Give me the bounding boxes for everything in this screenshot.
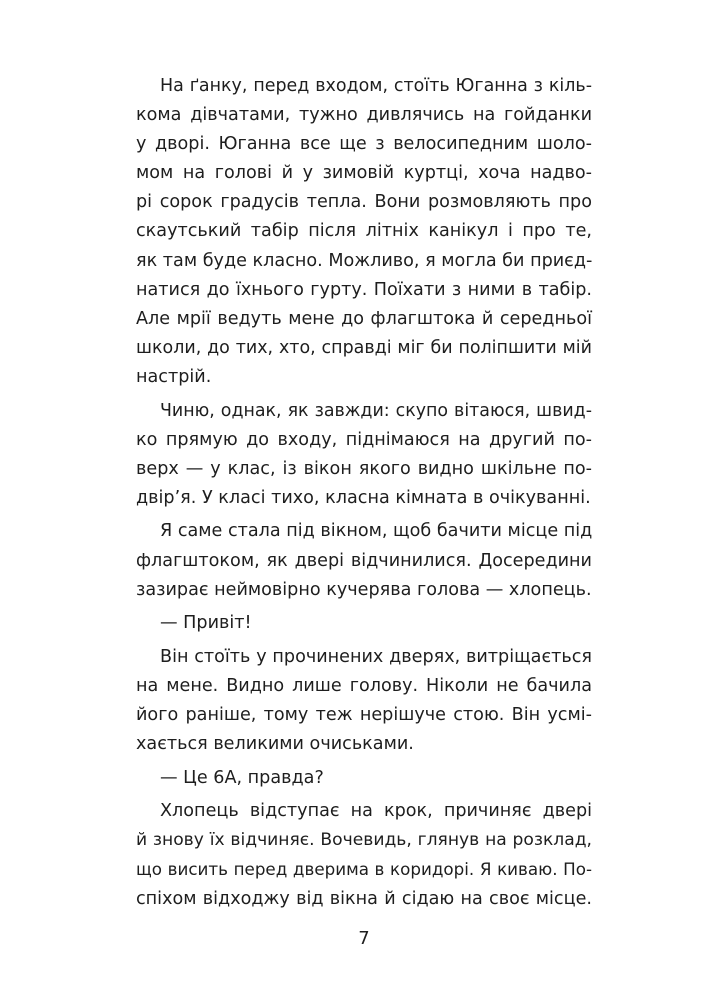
text-line: двір’я. У класі тихо, класна кімната в очікуванні. (136, 487, 591, 508)
text-line: — Привіт! (160, 613, 252, 634)
text-line: школи, до тих, хто, справді міг би поліпшити мій (136, 337, 592, 358)
text-line: його раніше, тому теж нерішуче стою. Він усмі- (136, 704, 592, 725)
text-line: скаутський табір після літніх канікул і про те, (136, 221, 592, 242)
text-line: натися до їхнього гурту. Поїхати з ними в табір. (136, 279, 592, 300)
text-line: Він стоїть у прочинених дверях, витріщається (160, 646, 592, 667)
text-line: кома дівчатами, тужно дивлячись на гойданки (136, 105, 592, 126)
text-line: верх — у клас, із вікон якого видно шкільне по- (136, 458, 592, 479)
text-line: на мене. Видно лише голову. Ніколи не бачила (136, 675, 592, 696)
text-line: зазирає неймовірно кучерява голова — хлопець. (136, 579, 592, 600)
text-line: хається великими очиськами. (136, 734, 414, 755)
text-line: спіхом відходжу від вікна й сідаю на своє місце. (136, 888, 592, 909)
paragraph-3 (136, 517, 592, 604)
text-line: як там буде класно. Можливо, я могла би приєд- (136, 250, 593, 271)
paragraph-4 (136, 643, 592, 759)
text-line: мом на голові й у зимовій куртці, хоча надво- (136, 163, 592, 184)
paragraph-5 (136, 797, 592, 913)
text-line: — Це 6А, правда? (160, 767, 324, 788)
text-line: й знову їх відчиняє. Вочевидь, глянув на розклад, (136, 830, 592, 851)
text-line: що висить перед дверима в коридорі. Я киваю. По- (136, 859, 592, 880)
text-line: ко прямую до входу, піднімаюся на другий по- (136, 429, 592, 450)
text-line: На ґанку, перед входом, стоїть Юганна з кіль- (160, 76, 592, 96)
text-line: Хлопець відступає на крок, причиняє двері (160, 801, 592, 822)
text-line: рі сорок градусів тепла. Вони розмовляють про (136, 192, 592, 213)
body-text (136, 72, 592, 914)
page-number: 7 (358, 928, 370, 949)
text-line: Чиню, однак, як завжди: скупо вітаюся, швид- (160, 400, 592, 421)
text-line: у дворі. Юганна все ще з велосипедним шоло- (136, 134, 592, 155)
dialogue-line-2 (136, 764, 592, 793)
text-line: Я саме стала під вікном, щоб бачити місце під (160, 521, 593, 542)
paragraph-2 (136, 397, 592, 513)
text-line: настрій. (136, 366, 212, 387)
text-line: флагштоком, як двері відчинилися. Досередини (136, 550, 592, 571)
paragraph-1 (136, 72, 592, 392)
dialogue-line-1 (136, 609, 592, 638)
text-line: Але мрії ведуть мене до флагштока й середньої (136, 308, 592, 329)
